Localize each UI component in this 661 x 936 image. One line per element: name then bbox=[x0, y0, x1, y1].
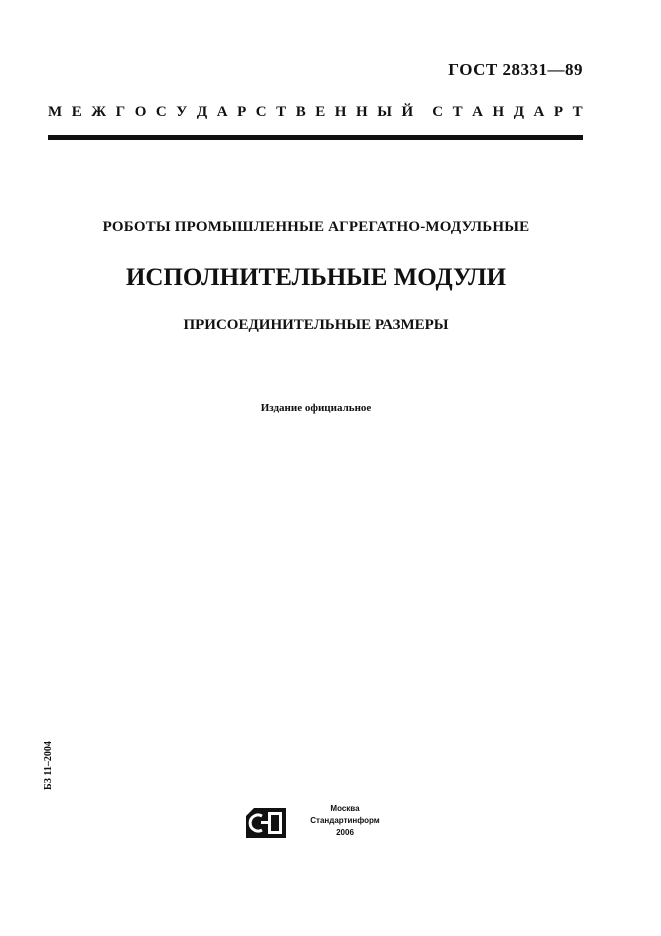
publisher-city: Москва bbox=[330, 804, 360, 813]
standard-type-letter: О bbox=[134, 104, 147, 120]
standard-type-letter: Й bbox=[401, 104, 414, 120]
standard-type-letter: Р bbox=[553, 104, 564, 120]
title-line-2: ИСПОЛНИТЕЛЬНЫЕ МОДУЛИ bbox=[125, 264, 507, 291]
publisher-year: 2006 bbox=[336, 828, 354, 837]
title-line-3: ПРИСОЕДИНИТЕЛЬНЫЕ РАЗМЕРЫ bbox=[183, 317, 449, 333]
standard-type-letter: С bbox=[432, 104, 444, 120]
standard-type-letter: Н bbox=[492, 104, 505, 120]
standard-type-letter: Н bbox=[334, 104, 347, 120]
standard-type-letter: Ж bbox=[91, 104, 107, 120]
standard-type-label bbox=[48, 104, 583, 121]
standard-type-letter: С bbox=[255, 104, 267, 120]
standard-type-letter: В bbox=[295, 104, 306, 120]
standard-type-letter: Н bbox=[355, 104, 368, 120]
standard-type-letter: Ы bbox=[377, 104, 392, 120]
standard-type-letter: Т bbox=[276, 104, 287, 120]
standard-type-letter: У bbox=[176, 104, 188, 120]
standard-type-letter: М bbox=[48, 104, 63, 120]
standard-type-letter: А bbox=[472, 104, 483, 120]
standard-type-letter: А bbox=[216, 104, 228, 120]
standard-type-letter: С bbox=[155, 104, 167, 120]
standard-type-letter: Р bbox=[237, 104, 247, 120]
publisher-name: Стандартинформ bbox=[310, 816, 380, 825]
standard-type-letter: Д bbox=[513, 104, 525, 120]
standartinform-logo-icon bbox=[246, 808, 286, 838]
standard-type-letter: Д bbox=[196, 104, 208, 120]
publisher-block bbox=[300, 803, 390, 839]
document-number: ГОСТ 28331—89 bbox=[448, 60, 583, 79]
title-line-1: РОБОТЫ ПРОМЫШЛЕННЫЕ АГРЕГАТНО-МОДУЛЬНЫЕ bbox=[102, 219, 530, 235]
edition-label: Издание официальное bbox=[260, 402, 372, 414]
standard-type-letter: Е bbox=[71, 104, 82, 120]
standard-type-letter: Е bbox=[315, 104, 326, 120]
standard-type-letter: Т bbox=[452, 104, 463, 120]
side-code: БЗ 11–2004 bbox=[43, 741, 54, 790]
standard-type-letter: Г bbox=[115, 104, 126, 120]
standard-type-letter: А bbox=[533, 104, 545, 120]
header-divider bbox=[48, 135, 583, 140]
standard-type-letter: Т bbox=[572, 104, 583, 120]
